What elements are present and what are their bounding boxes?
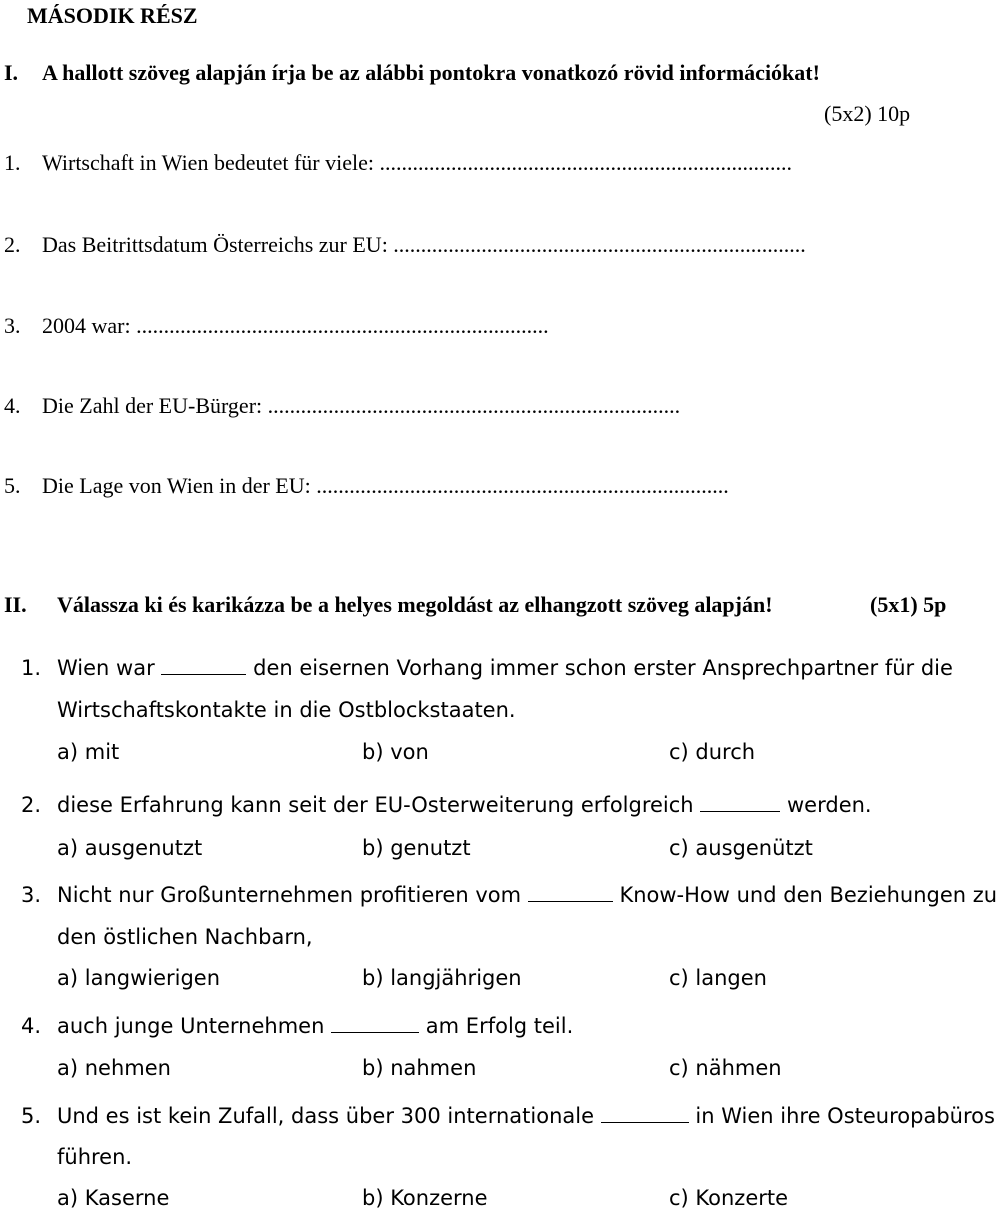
s1-item-1-number: 1. (4, 150, 21, 175)
s2-q1-line2: Wirtschaftskontakte in die Ostblockstaaten. (57, 698, 516, 722)
s2-q4-number: 4. (21, 1014, 42, 1038)
s1-item-5-text: Die Lage von Wien in der EU: ........................................................................... (42, 473, 729, 498)
s2-q5-blank (601, 1104, 689, 1123)
s1-item-2-number: 2. (4, 232, 21, 257)
s2-q1-option-a[interactable]: a) mit (57, 740, 120, 764)
s2-q4-option-b[interactable]: b) nahmen (362, 1056, 477, 1080)
s2-q4-before: auch junge Unternehmen (57, 1014, 325, 1038)
s2-q2-after: werden. (787, 793, 872, 817)
s1-item-3-number: 3. (4, 313, 21, 338)
s2-q1-line1 (57, 656, 953, 680)
s2-q3-blank (528, 883, 613, 902)
s2-q1-option-c[interactable]: c) durch (669, 740, 756, 764)
s2-q5-line1 (57, 1104, 995, 1128)
s2-q1-before: Wien war (57, 656, 155, 680)
s2-q5-after: in Wien ihre Osteuropabüros (695, 1104, 995, 1128)
section1-instruction: A hallott szöveg alapján írja be az alábbi pontokra vonatkozó rövid információkat! (42, 60, 820, 85)
s1-item-4-text: Die Zahl der EU-Bürger: ........................................................................... (42, 393, 681, 418)
s2-q5-option-c[interactable]: c) Konzerte (669, 1186, 789, 1210)
s2-q2-before: diese Erfahrung kann seit der EU-Osterweiterung erfolgreich (57, 793, 694, 817)
s1-item-2-text: Das Beitrittsdatum Österreichs zur EU: ........................................................................... (42, 232, 806, 257)
s1-item-1-text: Wirtschaft in Wien bedeutet für viele: ........................................................................... (42, 150, 792, 175)
s1-item-4-number: 4. (4, 393, 21, 418)
s2-q1-number: 1. (21, 656, 42, 680)
section2-number: II. (4, 592, 27, 617)
s2-q3-option-c[interactable]: c) langen (669, 966, 767, 990)
s2-q5-before: Und es ist kein Zufall, dass über 300 internationale (57, 1104, 595, 1128)
s2-q3-line1 (57, 883, 997, 907)
s2-q3-option-b[interactable]: b) langjährigen (362, 966, 522, 990)
s2-q4-option-a[interactable]: a) nehmen (57, 1056, 171, 1080)
s1-item-5-number: 5. (4, 473, 21, 498)
s2-q5-line2: führen. (57, 1145, 133, 1169)
section1-points: (5x2) 10p (824, 101, 911, 126)
s2-q3-number: 3. (21, 883, 42, 907)
s1-item-3-text: 2004 war: ........................................................................... (42, 313, 549, 338)
s2-q5-option-b[interactable]: b) Konzerne (362, 1186, 488, 1210)
part-title: MÁSODIK RÉSZ (27, 3, 198, 28)
s2-q5-number: 5. (21, 1104, 42, 1128)
s2-q3-line2: den östlichen Nachbarn, (57, 925, 313, 949)
s2-q4-line1 (57, 1014, 573, 1038)
s2-q1-option-b[interactable]: b) von (362, 740, 429, 764)
s2-q2-option-a[interactable]: a) ausgenutzt (57, 836, 203, 860)
s2-q5-option-a[interactable]: a) Kaserne (57, 1186, 170, 1210)
s2-q1-blank (161, 656, 246, 675)
section2-points: (5x1) 5p (870, 592, 947, 617)
s2-q2-number: 2. (21, 793, 42, 817)
section1-number: I. (4, 60, 19, 85)
s2-q4-blank (331, 1014, 419, 1033)
s2-q4-after: am Erfolg teil. (425, 1014, 574, 1038)
s2-q2-blank (700, 793, 780, 812)
s2-q2-option-b[interactable]: b) genutzt (362, 836, 471, 860)
s2-q3-option-a[interactable]: a) langwierigen (57, 966, 221, 990)
section2-instruction: Válassza ki és karikázza be a helyes megoldást az elhangzott szöveg alapján! (57, 592, 773, 617)
s2-q3-after: Know-How und den Beziehungen zu (619, 883, 997, 907)
s2-q2-option-c[interactable]: c) ausgenützt (669, 836, 813, 860)
s2-q2-line1 (57, 793, 872, 817)
s2-q4-option-c[interactable]: c) nähmen (669, 1056, 782, 1080)
s2-q3-before: Nicht nur Großunternehmen profitieren vom (57, 883, 522, 907)
s2-q1-after: den eisernen Vorhang immer schon erster Ansprechpartner für die (253, 656, 953, 680)
